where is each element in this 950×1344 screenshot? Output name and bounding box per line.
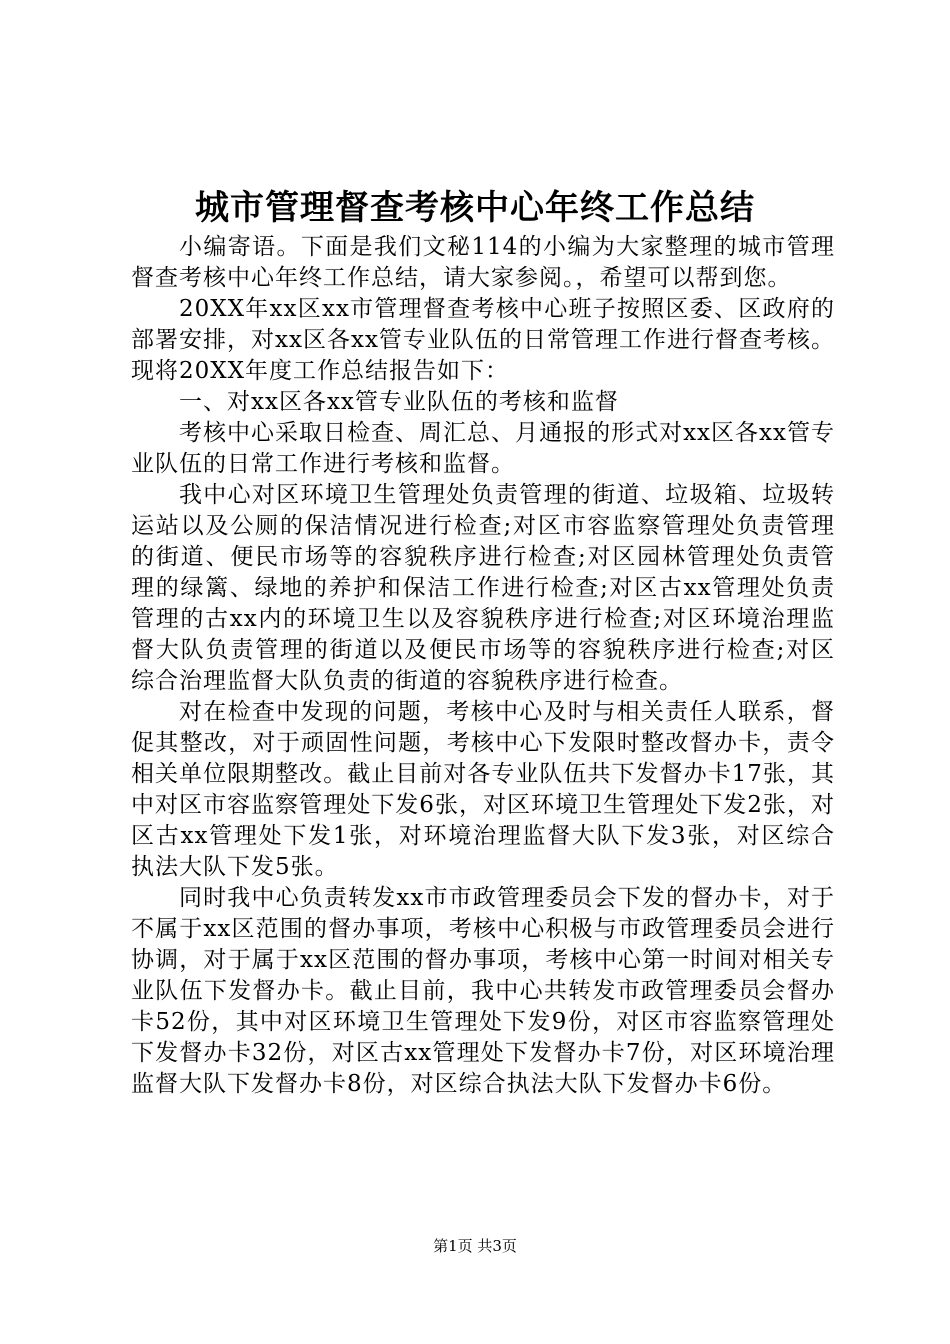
paragraph-forwarding: 同时我中心负责转发xx市市政管理委员会下发的督办卡，对于不属于xx区范围的督办事项，考核中心积极与市政管理委员会进行协调，对于属于xx区范围的督办事项，考核中心第一时间对相关专业队伍下发督办卡。截止目前，我中心共转发市政管理委员会督办卡52份，其中对区环境卫生管理处下发9份，对区市容监察管理处下发督办卡32份，对区古xx管理处下发督办卡7份，对区环境治理监督大队下发督办卡8份，对区综合执法大队下发督办卡6份。 — [131, 885, 835, 1097]
page-footer: 第1页 共3页 — [433, 1237, 517, 1255]
paragraph-intro: 小编寄语。下面是我们文秘114的小编为大家整理的城市管理督查考核中心年终工作总结，请大家参阅。，希望可以帮到您。 — [131, 234, 835, 291]
document-title: 城市管理督查考核中心年终工作总结 — [195, 188, 755, 228]
section-heading-1: 一、对xx区各xx管专业队伍的考核和监督 — [179, 389, 619, 415]
paragraph-assessment-method: 考核中心采取日检查、周汇总、月通报的形式对xx区各xx管专业队伍的日常工作进行考核和监督。 — [131, 420, 835, 477]
paragraph-inspection-scope: 我中心对区环境卫生管理处负责管理的街道、垃圾箱、垃圾转运站以及公厕的保洁情况进行检查;对区市容监察管理处负责管理的街道、便民市场等的容貌秩序进行检查;对区园林管理处负责管理的绿篱、绿地的养护和保洁工作进行检查;对区古xx管理处负责管理的古xx内的环境卫生以及容貌秩序进行检查;对区环境治理监督大队负责管理的街道以及便民市场等的容貌秩序进行检查;对区综合治理监督大队负责的街道的容貌秩序进行检查。 — [131, 482, 835, 694]
paragraph-rectification: 对在检查中发现的问题，考核中心及时与相关责任人联系，督促其整改，对于顽固性问题，考核中心下发限时整改督办卡，责令相关单位限期整改。截止目前对各专业队伍共下发督办卡17张，其中对区市容监察管理处下发6张，对区环境卫生管理处下发2张，对区古xx管理处下发1张，对环境治理监督大队下发3张，对区综合执法大队下发5张。 — [131, 699, 835, 880]
paragraph-overview: 20XX年xx区xx市管理督查考核中心班子按照区委、区政府的部署安排，对xx区各xx管专业队伍的日常管理工作进行督查考核。现将20XX年度工作总结报告如下： — [131, 296, 835, 384]
document-body — [131, 232, 835, 1100]
